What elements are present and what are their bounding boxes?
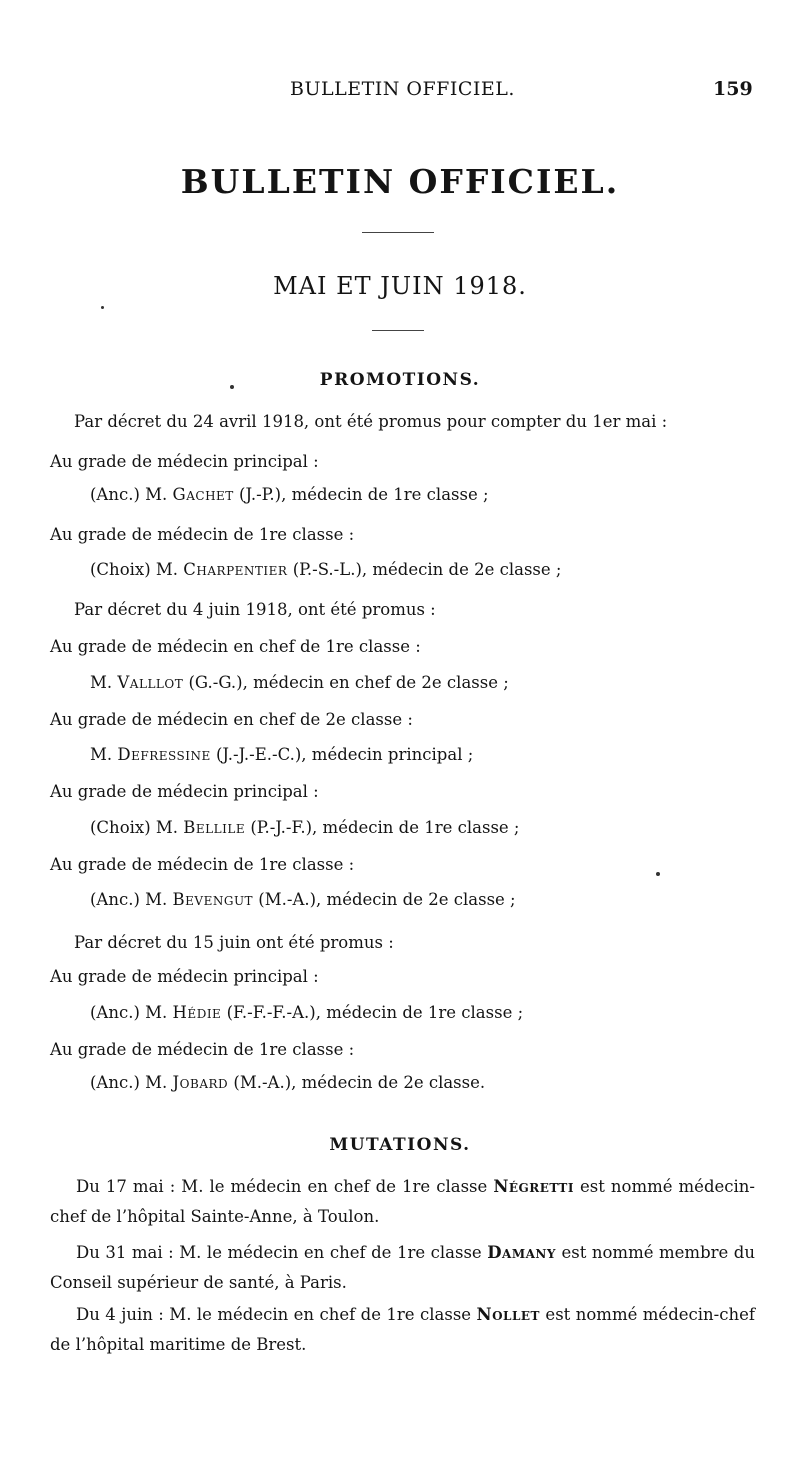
officer-name: Jobard xyxy=(172,1073,229,1092)
page-number: 159 xyxy=(713,78,753,100)
bulletin-title: BULLETIN OFFICIEL. xyxy=(180,162,620,201)
mutation-text: Du 31 mai : M. le médecin en chef de 1re classe xyxy=(76,1243,488,1262)
promotion-entry-2 xyxy=(90,560,561,579)
promotion-entry-5 xyxy=(90,818,520,837)
officer-name: Bellile xyxy=(183,818,246,837)
entry-prefix: (Choix) M. xyxy=(90,560,184,579)
entry-details: (G.-G.), médecin en chef de 2e classe ; xyxy=(183,673,509,692)
grade-heading-6: Au grade de médecin de 1re classe : xyxy=(50,855,355,874)
promotion-entry-8 xyxy=(90,1073,485,1092)
date-title: MAI ET JUIN 1918. xyxy=(273,272,527,300)
entry-prefix: (Anc.) M. xyxy=(90,890,173,909)
grade-heading-8: Au grade de médecin de 1re classe : xyxy=(50,1040,355,1059)
mutations-heading: MUTATIONS. xyxy=(329,1135,471,1155)
grade-heading-1: Au grade de médecin principal : xyxy=(50,452,319,471)
entry-details: (J.-P.), médecin de 1re classe ; xyxy=(233,485,489,504)
entry-prefix: M. xyxy=(90,745,118,764)
scan-speck xyxy=(656,872,660,876)
title-divider xyxy=(362,232,434,233)
mutation-text: est nommé médecin-chef de l’hôpital maritime de Brest. xyxy=(50,1305,755,1354)
officer-name: Négretti xyxy=(493,1177,574,1196)
promotion-entry-1 xyxy=(90,485,489,504)
grade-heading-4: Au grade de médecin en chef de 2e classe : xyxy=(50,710,413,729)
decree-2: Par décret du 4 juin 1918, ont été promus : xyxy=(74,600,436,619)
officer-name: Damany xyxy=(487,1243,556,1262)
entry-prefix: (Choix) M. xyxy=(90,818,184,837)
entry-details: (P.-S.-L.), médecin de 2e classe ; xyxy=(287,560,562,579)
officer-name: Bevengut xyxy=(172,890,254,909)
entry-details: (F.-F.-F.-A.), médecin de 1re classe ; xyxy=(221,1003,524,1022)
mutation-item xyxy=(50,1172,755,1232)
promotion-entry-7 xyxy=(90,1003,523,1022)
grade-heading-7: Au grade de médecin principal : xyxy=(50,967,319,986)
mutation-text: Du 4 juin : M. le médecin en chef de 1re classe xyxy=(76,1305,477,1324)
officer-name: Hédie xyxy=(172,1003,222,1022)
entry-prefix: (Anc.) M. xyxy=(90,1073,173,1092)
decree-3: Par décret du 15 juin ont été promus : xyxy=(74,933,394,952)
promotion-entry-3 xyxy=(90,673,509,692)
entry-details: (M.-A.), médecin de 2e classe. xyxy=(228,1073,486,1092)
entry-prefix: (Anc.) M. xyxy=(90,1003,173,1022)
mutation-item xyxy=(50,1300,755,1360)
officer-name: Valllot xyxy=(117,673,184,692)
entry-prefix: (Anc.) M. xyxy=(90,485,173,504)
grade-heading-3: Au grade de médecin en chef de 1re classe : xyxy=(50,637,421,656)
promotions-heading: PROMOTIONS. xyxy=(319,370,481,390)
officer-name: Defressine xyxy=(117,745,211,764)
promotion-entry-6 xyxy=(90,890,516,909)
grade-heading-2: Au grade de médecin de 1re classe : xyxy=(50,525,355,544)
promotion-entry-4 xyxy=(90,745,473,764)
officer-name: Nollet xyxy=(476,1305,540,1324)
running-header: BULLETIN OFFICIEL. xyxy=(290,78,515,100)
entry-details: (M.-A.), médecin de 2e classe ; xyxy=(253,890,516,909)
scan-speck xyxy=(230,385,234,389)
entry-details: (P.-J.-F.), médecin de 1re classe ; xyxy=(245,818,520,837)
entry-details: (J.-J.-E.-C.), médecin principal ; xyxy=(210,745,474,764)
officer-name: Gachet xyxy=(172,485,234,504)
mutation-text: est nommé médecin-chef de l’hôpital Sainte-Anne, à Toulon. xyxy=(50,1177,755,1226)
grade-heading-5: Au grade de médecin principal : xyxy=(50,782,319,801)
mutation-text: Du 17 mai : M. le médecin en chef de 1re classe xyxy=(76,1177,494,1196)
date-divider xyxy=(372,330,424,331)
mutation-text: est nommé membre du Conseil supérieur de santé, à Paris. xyxy=(50,1243,755,1292)
entry-prefix: M. xyxy=(90,673,118,692)
decree-1: Par décret du 24 avril 1918, ont été promus pour compter du 1er mai : xyxy=(74,412,668,431)
officer-name: Charpentier xyxy=(183,560,288,579)
mutation-item xyxy=(50,1238,755,1298)
scan-speck xyxy=(101,306,104,309)
